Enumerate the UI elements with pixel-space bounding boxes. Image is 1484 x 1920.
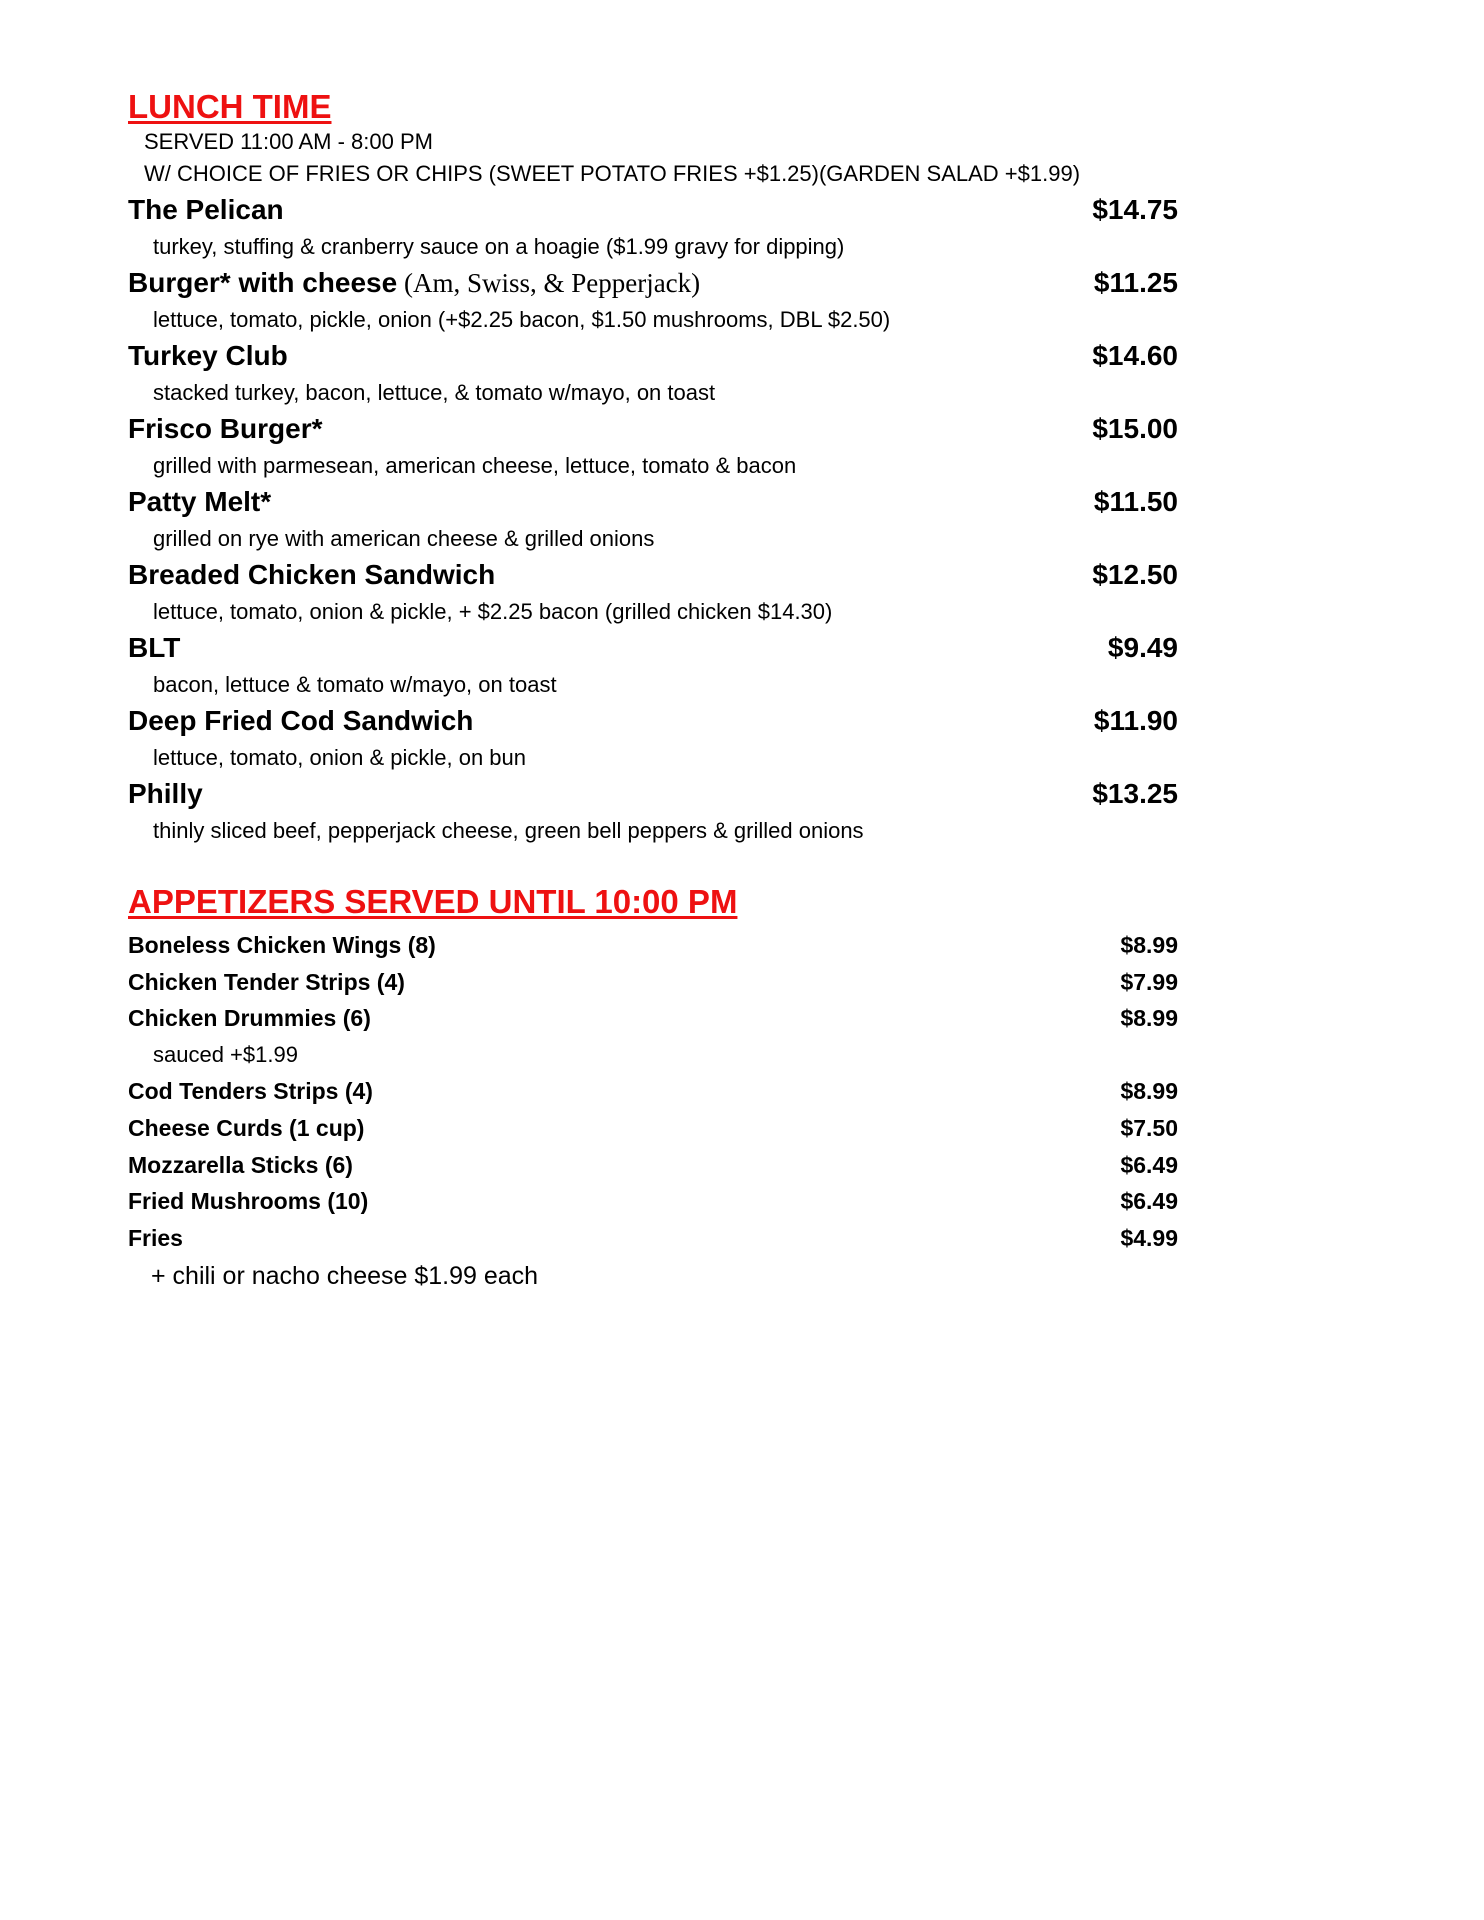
lunch-item-description: grilled on rye with american cheese & grilled onions: [153, 526, 655, 551]
appetizer-item: [128, 1147, 1178, 1184]
lunch-item: [128, 632, 1178, 705]
appetizer-price: $6.49: [1120, 1188, 1178, 1215]
appetizer-item: [128, 1220, 1178, 1257]
appetizer-price: $7.99: [1120, 968, 1178, 995]
lunch-item-name: Burger* with cheese (Am, Swiss, & Pepperjack): [128, 267, 701, 298]
lunch-served-hours: SERVED 11:00 AM - 8:00 PM: [144, 129, 433, 154]
lunch-item-price: $11.90: [1093, 705, 1178, 736]
lunch-item-price: $15.00: [1092, 413, 1178, 444]
appetizer-list: [128, 927, 1178, 1296]
lunch-item: [128, 778, 1178, 851]
lunch-item-price: $14.75: [1092, 194, 1178, 225]
lunch-item-price: $13.25: [1092, 778, 1178, 809]
lunch-item-name: Philly: [128, 778, 203, 809]
appetizer-name: Cheese Curds (1 cup): [128, 1114, 365, 1141]
lunch-item: [128, 340, 1178, 413]
appetizer-price: $8.99: [1120, 1005, 1178, 1032]
appetizer-item: [128, 1000, 1178, 1037]
lunch-item-price: $11.25: [1093, 267, 1178, 298]
lunch-item-description: lettuce, tomato, pickle, onion (+$2.25 bacon, $1.50 mushrooms, DBL $2.50): [153, 307, 891, 332]
lunch-item: [128, 194, 1178, 267]
lunch-item-price: $9.49: [1107, 632, 1178, 663]
appetizer-name: Boneless Chicken Wings (8): [128, 932, 436, 958]
appetizer-name: Chicken Tender Strips (4): [128, 968, 405, 995]
appetizer-item: [128, 1073, 1178, 1110]
lunch-item-price: $14.60: [1092, 340, 1178, 371]
lunch-item: [128, 413, 1178, 486]
lunch-side-choice-note: W/ CHOICE OF FRIES OR CHIPS (SWEET POTATO FRIES +$1.25)(GARDEN SALAD +$1.99): [144, 161, 1081, 186]
lunch-item-name: Patty Melt*: [128, 486, 272, 517]
appetizer-note: + chili or nacho cheese $1.99 each: [151, 1262, 539, 1291]
appetizer-price: $7.50: [1120, 1114, 1178, 1141]
lunch-item: [128, 267, 1178, 340]
appetizers-section-title: APPETIZERS SERVED UNTIL 10:00 PM: [128, 883, 738, 920]
lunch-item-description: lettuce, tomato, onion & pickle, on bun: [153, 745, 527, 770]
lunch-item-name: BLT: [128, 632, 181, 663]
appetizer-name: Chicken Drummies (6): [128, 1005, 371, 1032]
lunch-item-description: stacked turkey, bacon, lettuce, & tomato w/mayo, on toast: [153, 380, 716, 405]
appetizer-price: $8.99: [1120, 1078, 1178, 1105]
lunch-item-description: turkey, stuffing & cranberry sauce on a hoagie ($1.99 gravy for dipping): [153, 234, 845, 259]
lunch-item-name: The Pelican: [128, 194, 284, 225]
lunch-item: [128, 705, 1178, 778]
appetizer-name: Fries: [128, 1224, 183, 1251]
lunch-item-name: Turkey Club: [128, 340, 288, 371]
lunch-item-description: lettuce, tomato, onion & pickle, + $2.25 bacon (grilled chicken $14.30): [153, 599, 833, 624]
lunch-item-description: thinly sliced beef, pepperjack cheese, green bell peppers & grilled onions: [153, 818, 864, 843]
lunch-item-description: bacon, lettuce & tomato w/mayo, on toast: [153, 672, 557, 697]
appetizer-item: [128, 927, 1178, 964]
lunch-item-price: $11.50: [1093, 486, 1178, 517]
lunch-item-description: grilled with parmesean, american cheese, lettuce, tomato & bacon: [153, 453, 797, 478]
appetizer-price: $6.49: [1120, 1151, 1178, 1178]
appetizer-price: $8.99: [1120, 932, 1178, 958]
appetizer-price: $4.99: [1120, 1224, 1178, 1251]
lunch-item-name: Breaded Chicken Sandwich: [128, 559, 496, 590]
lunch-section-title: LUNCH TIME: [128, 88, 332, 125]
appetizer-name: Cod Tenders Strips (4): [128, 1078, 373, 1105]
lunch-item: [128, 559, 1178, 632]
lunch-item-price: $12.50: [1092, 559, 1178, 590]
lunch-item-list: [128, 194, 1178, 851]
appetizer-name: Mozzarella Sticks (6): [128, 1151, 353, 1178]
lunch-item: [128, 486, 1178, 559]
appetizer-note: sauced +$1.99: [153, 1041, 298, 1067]
appetizer-item: [128, 1110, 1178, 1147]
appetizer-name: Fried Mushrooms (10): [128, 1188, 369, 1215]
lunch-item-name: Deep Fried Cod Sandwich: [128, 705, 474, 736]
menu-page: [128, 0, 1178, 1296]
appetizer-item: [128, 1183, 1178, 1220]
lunch-item-name: Frisco Burger*: [128, 413, 323, 444]
appetizer-item: [128, 964, 1178, 1001]
